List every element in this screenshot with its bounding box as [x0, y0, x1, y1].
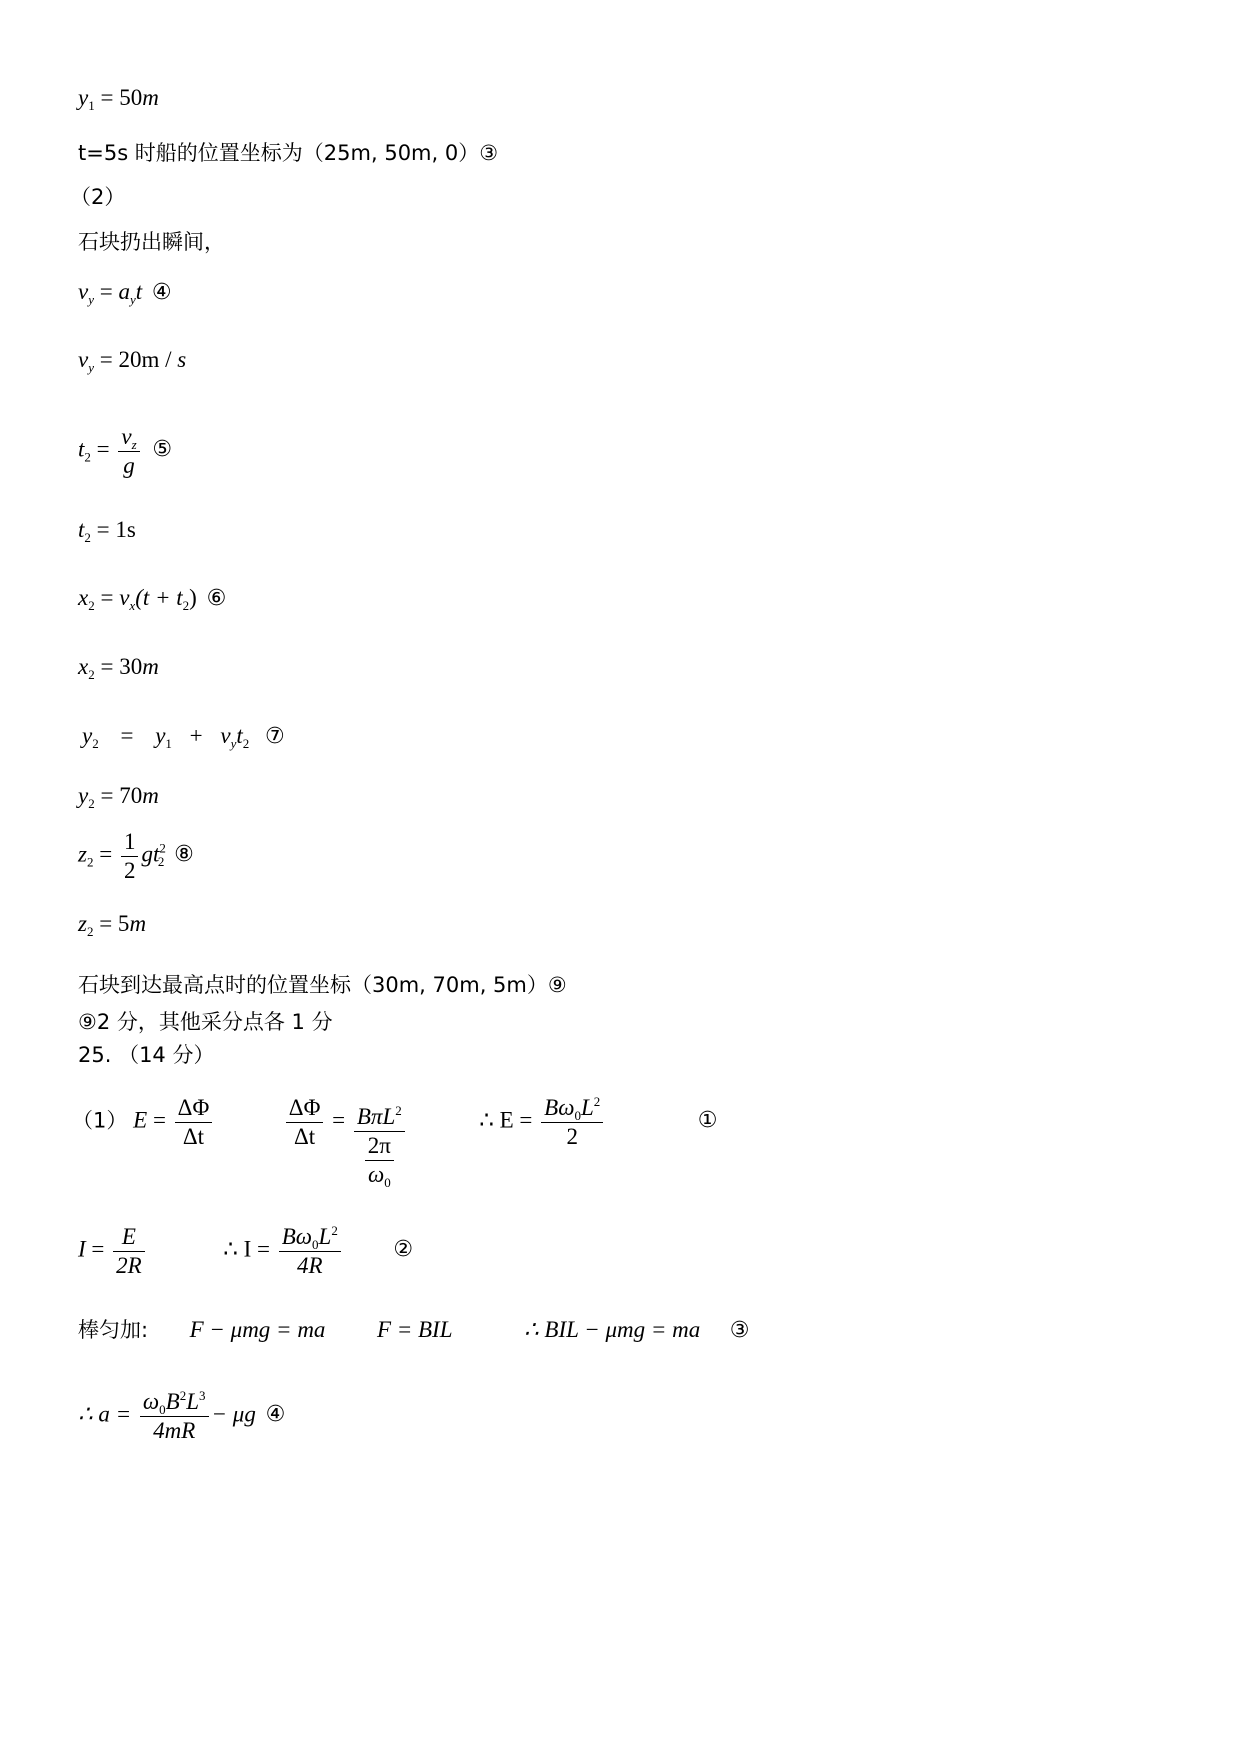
eq-rod: 棒匀加: F − μmg = ma F = BIL ∴ BIL − μmg = ma ③	[78, 1317, 750, 1343]
eq-t2-formula: $t_2$ = $\frac{v_z}{g}$ ⑤	[78, 424, 173, 478]
mark-3: ③	[729, 1318, 750, 1343]
eq-acceleration: ∴ a = $\frac{\omega_0B^2L^3}{4mR}$ − μg ④	[78, 1388, 286, 1443]
eq-y1: $y_1 = 50m$	[78, 85, 159, 113]
fraction-2pi-over-omega0: $\frac{2\pi}{\omega_0}$	[365, 1132, 394, 1188]
mark-6: ⑥	[206, 586, 227, 611]
position-at-5s: t=5s 时船的位置坐标为（25m, 50m, 0）③	[78, 141, 499, 165]
fraction-dphi-dt-2: $\frac{\Delta\Phi}{\Delta t}$	[286, 1094, 324, 1150]
fraction-current: $\frac{B\omega_0L^2}{4R}$	[279, 1223, 341, 1279]
mark-5: ⑤	[152, 437, 173, 463]
fraction-vz-over-g: $\frac{v_z}{g}$	[118, 423, 139, 479]
eq-q25-part1: （1） E = $\frac{\Delta\Phi}{\Delta t}$ $\frac{\Delta\Phi}{\Delta t}$ = $\frac{B\pi L^2}{\frac{2\pi}{\omega_0}}$ ∴ E = $\frac{B\omega_0L^2}{2}$ ①	[72, 1094, 718, 1190]
mark-4: ④	[151, 280, 172, 305]
highest-point-text: 石块到达最高点时的位置坐标（30m, 70m, 5m）⑨	[78, 973, 567, 997]
eq-y2-value: $y_2 = 70m$	[78, 783, 159, 811]
mark-8: ⑧	[174, 842, 194, 868]
question-25-title: 25. （14 分）	[78, 1043, 215, 1067]
fraction-e-over-2r: $\frac{E}{2R}$	[113, 1223, 145, 1279]
eq-vy-formula: $v_y = a_yt$ ④	[78, 279, 172, 307]
fraction-acceleration: $\frac{\omega_0B^2L^3}{4mR}$	[140, 1388, 209, 1444]
stone-throw-text: 石块扔出瞬间，	[78, 230, 225, 254]
mark-7: ⑦	[265, 724, 285, 749]
fraction-dphi-dt: $\frac{\Delta\Phi}{\Delta t}$	[175, 1094, 213, 1150]
scoring-note: ⑨2 分，其他采分点各 1 分	[78, 1010, 333, 1034]
eq-current-main: I = $\frac{E}{2R}$ ∴ I = $\frac{B\omega_0L^2}{4R}$ ②	[78, 1223, 414, 1278]
eq-y2-formula: $y_2 = y_1 + v_yt_2$ ⑦	[82, 723, 285, 751]
eq-z2-value: $z_2 = 5m$	[78, 911, 147, 939]
eq-x2-value: $x_2 = 30m$	[78, 654, 159, 682]
mark-1: ①	[697, 1108, 718, 1134]
fraction-one-half: $\frac{1}{2}$	[121, 828, 139, 884]
eq-vy-value: $v_y = 20m / s$	[78, 347, 187, 375]
mark-4b: ④	[265, 1402, 286, 1428]
fraction-emf: $\frac{B\omega_0L^2}{2}$	[541, 1094, 603, 1150]
part-2-label: （2）	[70, 185, 126, 209]
eq-x2-formula: $x_2 = v_x(t + t_2)$ ⑥	[78, 585, 227, 613]
eq-t2-value: $t_2 = 1s$	[78, 517, 136, 545]
fraction-bpil2-over-2pi-omega: $\frac{B\pi L^2}{\frac{2\pi}{\omega_0}}$	[354, 1103, 405, 1188]
mark-2: ②	[393, 1237, 414, 1263]
eq-z2-formula: $z_2$ = $\frac{1}{2}$ $gt^2_2$ ⑧	[78, 829, 194, 883]
